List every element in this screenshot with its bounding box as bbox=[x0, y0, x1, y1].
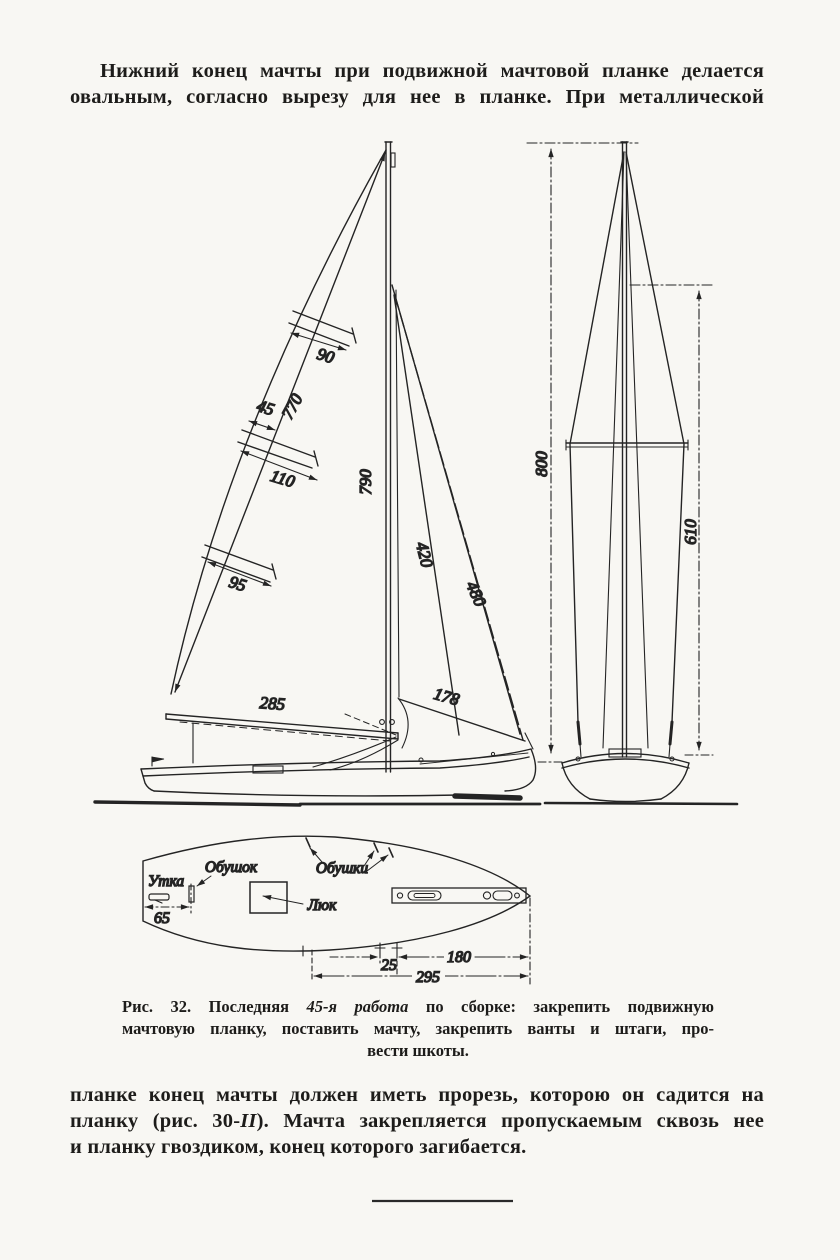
caption-prefix: Рис. 32. Последняя bbox=[122, 997, 307, 1016]
paragraph-bottom-line-3: и планку гвоздиком, конец которого загибается. bbox=[70, 1136, 527, 1158]
caption-suffix: по сборке: закрепить подвижную bbox=[408, 997, 714, 1016]
aft-sail-and-stays bbox=[313, 285, 533, 770]
paragraph-bottom-line-1: планке конец мачты должен иметь прорезь, которою он садится на bbox=[70, 1084, 764, 1106]
dim-luff-length: 770 bbox=[277, 390, 307, 423]
hull-side-view bbox=[95, 749, 540, 805]
deck-dimension-lines bbox=[145, 884, 530, 984]
sailboat-front-view bbox=[527, 142, 737, 804]
front-view-dimension-lines bbox=[527, 143, 713, 762]
paragraph-bottom-line2-pre: планку (рис. 30- bbox=[70, 1110, 241, 1132]
paragraph-top-line-2: овальным, согласно вырезу для нее в планке. При металлической bbox=[70, 86, 764, 108]
deck-labels bbox=[148, 859, 474, 986]
figure-caption bbox=[122, 996, 714, 1062]
mast-front bbox=[621, 142, 628, 757]
label-eyebolts: Обушки bbox=[315, 860, 369, 877]
label-cleat: Утка bbox=[147, 873, 185, 890]
dim-plank-total: 295 bbox=[416, 969, 440, 986]
dim-mast-height: 790 bbox=[356, 469, 375, 495]
dim-cleat-offset: 65 bbox=[154, 910, 170, 927]
paragraph-top-line-1: Нижний конец мачты при подвижной мачтовой планке делается bbox=[100, 60, 764, 82]
batten-dimension-lines bbox=[208, 333, 346, 586]
boom bbox=[166, 714, 398, 741]
mast-side bbox=[385, 142, 395, 772]
dim-batten-bottom: 95 bbox=[226, 572, 249, 596]
dim-outer-stay: 480 bbox=[462, 578, 490, 610]
dim-inner-stay: 420 bbox=[412, 539, 437, 570]
dim-plank: 180 bbox=[447, 949, 471, 966]
dim-shroud-height: 610 bbox=[681, 519, 700, 545]
dim-boom-length: 285 bbox=[259, 693, 286, 714]
deck-outline bbox=[143, 836, 530, 951]
deck-fittings bbox=[149, 882, 526, 913]
dim-batten-top: 90 bbox=[314, 344, 337, 368]
front-view-dimension-labels bbox=[532, 451, 700, 545]
dim-batten-middle: 110 bbox=[268, 466, 297, 492]
paragraph-bottom-line-2 bbox=[70, 1108, 764, 1134]
label-hatch: Люк bbox=[307, 897, 337, 914]
paragraph-bottom bbox=[70, 1082, 764, 1160]
sailboat-side-view bbox=[95, 142, 540, 805]
figure-caption-line-2: мачтовую планку, поставить мачту, закрепить ванты и штаги, про- bbox=[122, 1019, 714, 1038]
hull-front-view bbox=[545, 749, 737, 804]
label-eyebolt: Обушок bbox=[204, 859, 258, 876]
dim-batten-gap: 45 bbox=[254, 396, 277, 420]
dim-clew-to-stern: 178 bbox=[431, 684, 462, 710]
side-view-dimension-labels bbox=[227, 344, 490, 714]
paragraph-bottom-line2-italic: II bbox=[240, 1110, 257, 1132]
figure-caption-line-1 bbox=[122, 996, 714, 1018]
mast-plank bbox=[392, 888, 526, 903]
paragraph-bottom-line2-post: ). Мачта закрепляется пропускаемым сквозь нее bbox=[256, 1110, 764, 1132]
dim-total-height: 800 bbox=[532, 451, 551, 477]
caption-italic-phrase: 45-я работа bbox=[306, 997, 409, 1016]
deck-plan-view bbox=[143, 836, 530, 986]
figure-caption-line-3: вести шкоты. bbox=[367, 1041, 469, 1060]
dim-slot: 25 bbox=[381, 957, 397, 974]
